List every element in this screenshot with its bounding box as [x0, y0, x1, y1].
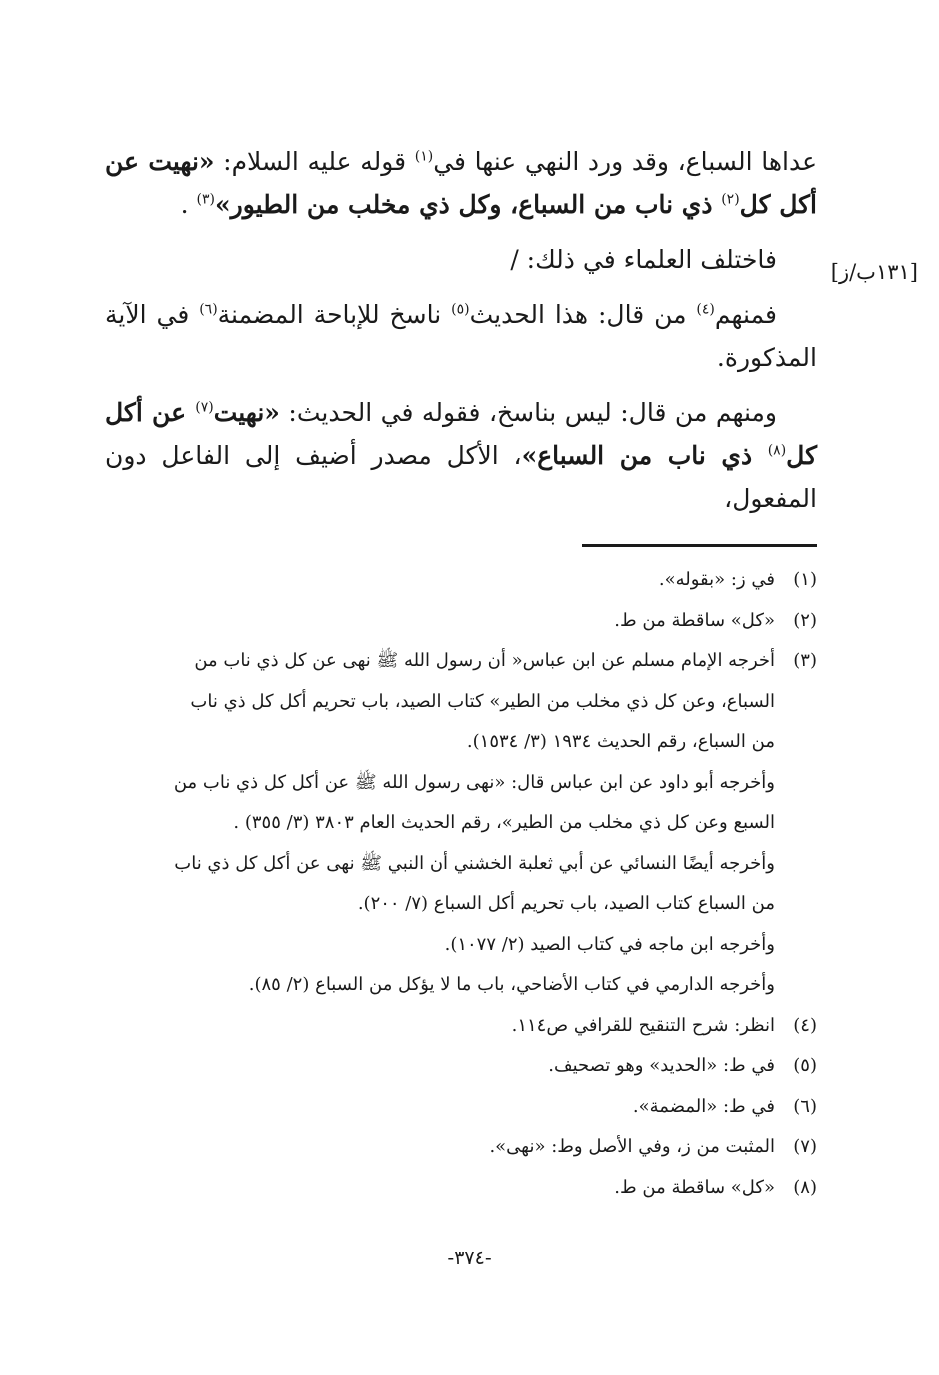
footnote-ref: (٣) — [196, 191, 215, 208]
paragraph-2 — [105, 238, 817, 281]
footnote-ref: (٤) — [696, 301, 715, 318]
footnote-number: (٤) — [793, 1014, 817, 1036]
footnote-number: (٣) — [793, 650, 817, 671]
text-run: قوله عليه السلام: — [214, 147, 415, 176]
text-run: فاختلف العلماء في ذلك: / — [510, 245, 777, 274]
footnote-ref: (٢) — [721, 191, 740, 208]
footnote-separator — [582, 544, 817, 547]
footnote-text: في ط: «المضمة». — [632, 1095, 775, 1117]
footnote-line: من السباع، رقم الحديث ١٩٣٤ (٣/ ١٥٣٤). — [466, 731, 775, 752]
text-run: ، الأكل مصدر أضيف إلى الفاعل دون المفعول، — [105, 441, 817, 513]
footnote-line: أخرجه الإمام مسلم عن ابن عباس« أن رسول الله ﷺ نهى عن كل ذي ناب من — [194, 650, 775, 671]
footnote-number: (٧) — [793, 1136, 817, 1157]
footnote-1 — [105, 560, 817, 601]
footnote-line: السبع وعن كل ذي مخلب من الطير»، رقم الحديث العام ٣٨٠٣ (٣/ ٣٥٥) . — [233, 812, 775, 833]
paragraph-3 — [105, 293, 817, 379]
hadith-quote: «نهيت عن أكل كل — [105, 147, 817, 219]
main-text — [105, 140, 817, 532]
hadith-quote: «نهيت — [213, 398, 280, 427]
footnote-text: في ط: «الحديد» وهو تصحيف. — [548, 1055, 775, 1076]
hadith-quote: ذي ناب من السباع، وكل ذي مخلب من الطيور» — [215, 190, 722, 219]
footnote-number: (٨) — [793, 1176, 817, 1198]
paragraph-4 — [105, 391, 817, 520]
footnote-line: وأخرجه ابن ماجه في كتاب الصيد (٢/ ١٠٧٧). — [444, 933, 775, 955]
text-run: . — [180, 190, 197, 219]
footnote-line: وأخرجه أبو داود عن ابن عباس قال: «نهى رسول الله ﷺ عن أكل كل ذي ناب من — [173, 771, 775, 793]
footnote-number: (٦) — [793, 1095, 817, 1117]
footnote-text: انظر: شرح التنقيح للقرافي ص١١٤. — [511, 1014, 775, 1036]
text-run: ناسخ للإباحة المضمنة — [217, 300, 452, 329]
footnote-ref: (٨) — [767, 442, 787, 459]
text-run: في الآية المذكورة. — [105, 300, 817, 372]
footnote-text: في ز: «بقوله». — [658, 569, 775, 590]
footnote-ref: (١) — [414, 148, 434, 165]
footnote-6 — [105, 1087, 817, 1128]
footnote-number: (١) — [793, 569, 817, 590]
footnotes — [105, 560, 817, 1208]
paragraph-1 — [105, 140, 817, 226]
footnote-ref: (٥) — [451, 301, 470, 318]
footnote-3 — [105, 641, 817, 1006]
hadith-quote: عن أكل كل — [105, 398, 817, 470]
margin-manuscript-ref: [١٣١ب/ز] — [830, 260, 918, 284]
footnote-line: من السباع كتاب الصيد، باب تحريم أكل السباع (٧/ ٢٠٠). — [357, 893, 775, 914]
footnote-number: (٢) — [793, 609, 817, 631]
footnote-4 — [105, 1006, 817, 1047]
text-run: ومنهم من قال: ليس بناسخ، فقوله في الحديث: — [279, 398, 777, 427]
footnote-text: المثبت من ز، وفي الأصل وط: «نهى». — [489, 1136, 775, 1157]
text-run: عداها السباع، وقد ورد النهي عنها في — [433, 147, 818, 176]
footnote-line: وأخرجه الدارمي في كتاب الأضاحي، باب ما لا يؤكل من السباع (٢/ ٨٥). — [248, 974, 775, 995]
footnote-7 — [105, 1127, 817, 1168]
footnote-line: السباع، وعن كل ذي مخلب من الطير» كتاب الصيد، باب تحريم أكل كل ذي ناب — [190, 690, 775, 712]
footnote-text: «كل» ساقطة من ط. — [614, 609, 775, 631]
hadith-quote: ذي ناب من السباع» — [521, 441, 768, 470]
footnote-8 — [105, 1168, 817, 1209]
footnote-text — [105, 641, 775, 1006]
footnote-line: وأخرجه أيضًا النسائي عن أبي ثعلبة الخشني أن النبي ﷺ نهى عن أكل كل ذي ناب — [174, 852, 775, 874]
footnote-ref: (٧) — [195, 399, 214, 416]
footnote-5 — [105, 1046, 817, 1087]
footnote-ref: (٦) — [199, 301, 218, 318]
text-run: من قال: هذا الحديث — [469, 300, 697, 329]
footnote-2 — [105, 601, 817, 642]
footnote-text: «كل» ساقطة من ط. — [614, 1176, 775, 1198]
text-run: فمنهم — [714, 300, 777, 329]
footnote-number: (٥) — [793, 1055, 817, 1076]
page-number: -٣٧٤- — [447, 1247, 492, 1269]
